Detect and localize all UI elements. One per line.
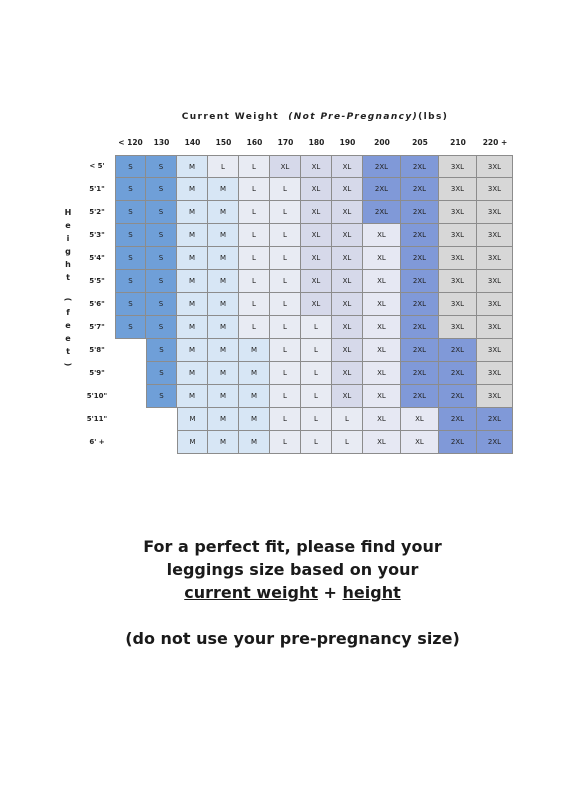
size-cell: 2XL (401, 247, 439, 270)
caption-line-1: For a perfect fit, please find your (143, 537, 442, 556)
size-cell: XL (332, 247, 363, 270)
size-cell: 3XL (477, 339, 513, 362)
size-cell: 2XL (401, 178, 439, 201)
size-cell: M (208, 270, 239, 293)
size-cell: XL (363, 431, 401, 454)
size-cell: M (177, 293, 208, 316)
size-cell: 3XL (477, 155, 513, 178)
size-cell: M (208, 431, 239, 454)
size-cell: S (146, 247, 177, 270)
size-cell: M (239, 362, 270, 385)
size-cell: 3XL (439, 178, 477, 201)
size-grid (115, 155, 513, 458)
size-cell: XL (301, 224, 332, 247)
size-cell: XL (332, 293, 363, 316)
size-cell: M (208, 408, 239, 431)
size-cell: L (270, 201, 301, 224)
size-cell: M (177, 385, 208, 408)
size-cell: L (239, 224, 270, 247)
size-cell: 3XL (477, 293, 513, 316)
weight-label: 205 (412, 138, 428, 147)
size-cell: M (177, 431, 208, 454)
size-cell: L (270, 247, 301, 270)
size-cell: XL (363, 270, 401, 293)
size-cell: S (146, 293, 177, 316)
size-cell: L (332, 431, 363, 454)
height-axis-letter: e (65, 321, 71, 330)
size-cell: M (177, 247, 208, 270)
caption-line-2: leggings size based on your (166, 560, 419, 579)
weight-label: 190 (339, 138, 356, 147)
weight-header-row (0, 136, 585, 150)
size-cell: 3XL (477, 247, 513, 270)
size-cell: M (208, 385, 239, 408)
chart-title (100, 112, 530, 122)
size-cell: 3XL (477, 224, 513, 247)
size-cell: XL (270, 155, 301, 178)
size-cell: XL (332, 201, 363, 224)
height-axis-letter: e (65, 334, 71, 343)
size-cell: 2XL (363, 201, 401, 224)
height-label: 5'7" (89, 323, 105, 331)
size-cell: XL (332, 270, 363, 293)
weight-label: 150 (215, 138, 232, 147)
size-cell: M (239, 385, 270, 408)
size-cell: XL (363, 339, 401, 362)
size-cell: 2XL (401, 385, 439, 408)
size-cell: M (177, 201, 208, 224)
size-cell: 3XL (439, 293, 477, 316)
weight-label: 180 (308, 138, 325, 147)
size-cell: 2XL (363, 178, 401, 201)
size-cell: S (115, 270, 146, 293)
height-label: 5'8" (89, 346, 105, 354)
size-cell: XL (332, 155, 363, 178)
size-cell: M (208, 293, 239, 316)
size-cell: 2XL (401, 201, 439, 224)
weight-label: 160 (246, 138, 263, 147)
size-cell: L (239, 316, 270, 339)
height-label: 5'1" (89, 185, 105, 193)
height-axis-label (62, 206, 74, 371)
size-cell: S (115, 316, 146, 339)
size-cell: XL (332, 339, 363, 362)
weight-label: 140 (184, 138, 201, 147)
size-cell: L (270, 339, 301, 362)
size-cell: L (270, 362, 301, 385)
fit-instructions (0, 535, 585, 650)
height-label: 5'3" (89, 231, 105, 239)
size-cell: XL (363, 385, 401, 408)
caption-height: height (342, 583, 401, 602)
size-cell: 2XL (401, 270, 439, 293)
size-cell: L (332, 408, 363, 431)
height-axis-letter: t (66, 347, 70, 356)
size-cell: XL (332, 316, 363, 339)
size-cell: L (301, 362, 332, 385)
size-cell: M (177, 224, 208, 247)
size-cell: L (270, 178, 301, 201)
size-cell: S (146, 201, 177, 224)
size-cell: L (270, 316, 301, 339)
size-cell: S (146, 155, 177, 178)
size-cell: L (208, 155, 239, 178)
size-cell: 3XL (477, 385, 513, 408)
size-cell: 2XL (439, 339, 477, 362)
size-cell: 3XL (477, 362, 513, 385)
height-axis-letter: ) (63, 362, 73, 367)
size-cell: XL (332, 224, 363, 247)
size-cell: L (301, 431, 332, 454)
height-axis-letter: e (65, 221, 71, 230)
size-cell: 2XL (477, 431, 513, 454)
size-cell: 3XL (439, 270, 477, 293)
weight-label: 130 (153, 138, 170, 147)
size-cell: L (270, 270, 301, 293)
caption-current-weight: current weight (184, 583, 318, 602)
size-cell: M (177, 316, 208, 339)
height-axis-letter: g (65, 247, 71, 256)
size-cell: M (208, 339, 239, 362)
size-cell: M (239, 339, 270, 362)
size-cell: XL (401, 408, 439, 431)
height-axis-letter: H (64, 208, 72, 217)
height-label: 6' + (89, 438, 105, 446)
size-cell: XL (363, 408, 401, 431)
size-cell: M (177, 339, 208, 362)
size-cell: XL (301, 155, 332, 178)
size-cell: M (239, 431, 270, 454)
size-cell: 3XL (477, 201, 513, 224)
size-cell: XL (332, 385, 363, 408)
size-cell: L (239, 155, 270, 178)
height-label: < 5' (89, 162, 105, 170)
size-cell: 2XL (439, 362, 477, 385)
size-cell: 3XL (477, 316, 513, 339)
size-cell: M (239, 408, 270, 431)
caption-note: (do not use your pre-pregnancy size) (125, 629, 460, 648)
size-cell: L (301, 385, 332, 408)
size-cell: M (208, 178, 239, 201)
chart-title-not-pre-pregnancy: (Not Pre-Pregnancy) (288, 112, 419, 122)
size-cell: 3XL (439, 316, 477, 339)
size-cell: 2XL (401, 362, 439, 385)
size-cell: 2XL (401, 316, 439, 339)
size-cell: L (239, 247, 270, 270)
chart-title-units: (lbs) (418, 112, 449, 122)
size-cell: 3XL (439, 247, 477, 270)
size-cell: XL (401, 431, 439, 454)
size-cell: 2XL (363, 155, 401, 178)
size-cell: 3XL (477, 270, 513, 293)
size-cell: M (177, 270, 208, 293)
size-cell: XL (363, 316, 401, 339)
size-cell: L (239, 270, 270, 293)
size-cell: 2XL (439, 408, 477, 431)
size-cell: M (208, 224, 239, 247)
height-label: 5'6" (89, 300, 105, 308)
size-cell: L (301, 316, 332, 339)
size-cell: L (301, 408, 332, 431)
size-cell: XL (301, 270, 332, 293)
size-cell: S (146, 316, 177, 339)
size-cell: 3XL (439, 201, 477, 224)
height-label: 5'4" (89, 254, 105, 262)
size-cell: 2XL (401, 224, 439, 247)
weight-label: 220 + (482, 138, 508, 147)
height-axis-letter: f (66, 308, 70, 317)
size-cell: XL (301, 201, 332, 224)
caption-plus: + (317, 583, 343, 602)
weight-label: < 120 (118, 138, 143, 147)
size-cell: XL (363, 362, 401, 385)
size-cell: S (115, 155, 146, 178)
size-cell: 2XL (401, 293, 439, 316)
size-cell: XL (363, 224, 401, 247)
size-cell: L (239, 178, 270, 201)
size-cell: 2XL (401, 155, 439, 178)
height-label: 5'5" (89, 277, 105, 285)
size-cell: 3XL (477, 178, 513, 201)
size-cell: S (115, 178, 146, 201)
height-label: 5'9" (89, 369, 105, 377)
size-cell: XL (363, 293, 401, 316)
height-label: 5'10" (86, 392, 108, 400)
size-cell: 2XL (477, 408, 513, 431)
size-cell: 2XL (439, 385, 477, 408)
size-cell: XL (301, 293, 332, 316)
size-cell: L (239, 293, 270, 316)
size-cell: L (270, 293, 301, 316)
size-cell: XL (332, 178, 363, 201)
height-label: 5'11" (86, 415, 108, 423)
size-cell: M (177, 408, 208, 431)
size-cell: M (177, 178, 208, 201)
weight-label: 200 (374, 138, 390, 147)
height-axis-letter (62, 284, 74, 293)
size-cell: S (146, 385, 177, 408)
height-axis-letter: h (65, 260, 71, 269)
size-cell: L (270, 408, 301, 431)
size-cell: M (208, 201, 239, 224)
size-cell: S (146, 339, 177, 362)
size-cell: L (270, 431, 301, 454)
size-cell: L (270, 385, 301, 408)
height-axis-letter: t (66, 273, 70, 282)
size-cell: S (146, 362, 177, 385)
size-cell: M (177, 155, 208, 178)
size-cell: M (177, 362, 208, 385)
caption-line-3 (0, 581, 585, 604)
size-cell: 3XL (439, 155, 477, 178)
size-cell: S (115, 247, 146, 270)
size-cell: S (115, 201, 146, 224)
size-cell: L (270, 224, 301, 247)
size-cell: XL (301, 247, 332, 270)
size-cell: XL (363, 247, 401, 270)
weight-label: 170 (277, 138, 294, 147)
size-cell: S (146, 178, 177, 201)
size-cell: 2XL (401, 339, 439, 362)
weight-label: 210 (450, 138, 466, 147)
height-axis-letter: i (66, 234, 70, 243)
size-cell: L (239, 201, 270, 224)
height-axis-letter: ( (63, 297, 73, 302)
size-cell: 3XL (439, 224, 477, 247)
chart-title-weight: Current Weight (181, 112, 280, 122)
size-cell: S (146, 270, 177, 293)
size-cell: M (208, 362, 239, 385)
size-cell: M (208, 247, 239, 270)
size-cell: L (301, 339, 332, 362)
size-cell: S (115, 293, 146, 316)
size-cell: M (208, 316, 239, 339)
size-cell: 2XL (439, 431, 477, 454)
size-cell: XL (301, 178, 332, 201)
height-label: 5'2" (89, 208, 105, 216)
size-cell: XL (332, 362, 363, 385)
size-cell: S (146, 224, 177, 247)
size-cell: S (115, 224, 146, 247)
